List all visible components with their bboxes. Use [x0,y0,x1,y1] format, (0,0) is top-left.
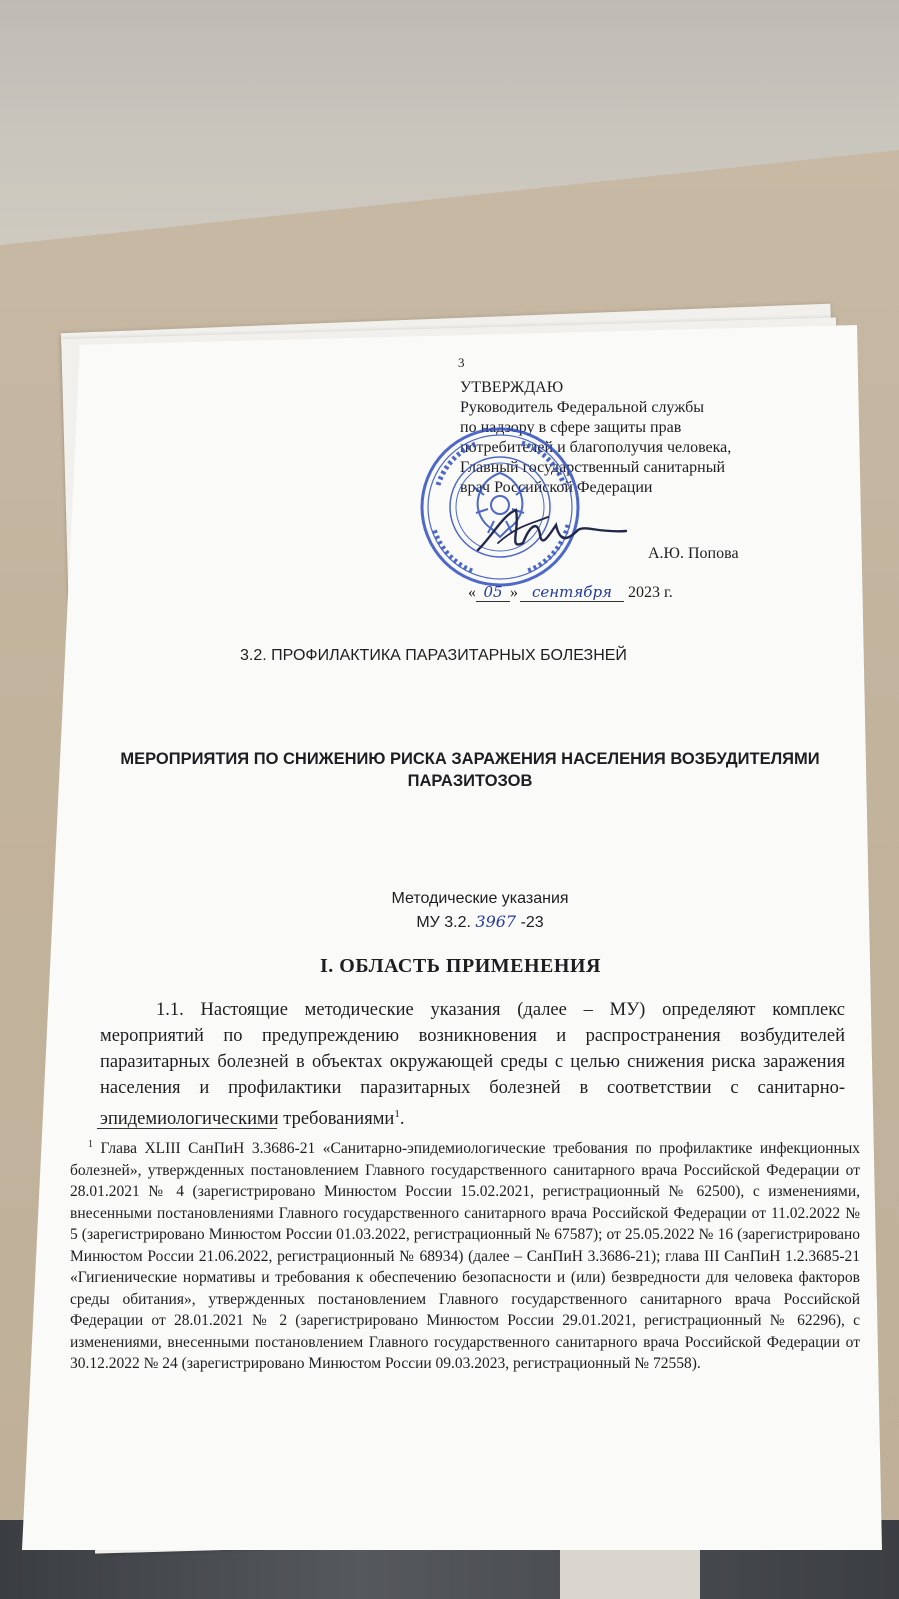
approval-line: потребителей и благополучия человека, [460,439,732,456]
chapter-heading: I. ОБЛАСТЬ ПРИМЕНЕНИЯ [320,955,601,977]
document-title: МЕРОПРИЯТИЯ ПО СНИЖЕНИЮ РИСКА ЗАРАЖЕНИЯ НАСЕЛЕНИЯ ВОЗБУДИТЕЛЯМИ ПАРАЗИТОЗОВ [120,750,820,790]
handwritten-signature [468,495,628,565]
footnote-marker: 1 [88,1139,93,1150]
document-type: Методические указания [391,890,569,907]
document-code-prefix: МУ 3.2. [416,914,471,931]
date-month: сентября [520,583,624,602]
date-close-quote: » [510,584,518,601]
date-open-quote: « [468,584,476,601]
body-paragraph: 1.1. Настоящие методические указания (далее – МУ) определяют комплекс мероприятий по предупреждению возникновения и распространения возбудителей паразитарных болезней в объектах окружающей среды с целью снижения риска заражения населения и профилактики паразитарных болезней в соответствии с санитарно-эпидемиологическими требованиями$^1$. [100,1000,845,1130]
footnote [70,1134,860,1375]
approval-line: УТВЕРЖДАЮ [460,379,564,396]
approval-date [468,583,673,602]
approval-line: Главный государственный санитарный [460,459,726,476]
footnote-reference: 1 [394,1108,400,1120]
footnote-text: Глава XLIII СанПиН 3.3686-21 «Санитарно-эпидемиологические требования по профилактике инфекционных болезней», утвержденных постановлением Главного государственного санитарного врача Российской Федерации от 28.01.2021 № 4 (зарегистрировано Минюстом России 15.02.2021, регистрационный № 62500), с изменениями, внесенными постановлениями Главного государственного санитарного врача Российской Федерации от 11.02.2022 № 5 (зарегистрировано Минюстом России 01.03.2022, регистрационный № 67587); от 25.05.2022 № 16 (зарегистрировано Минюстом России 21.06.2022, регистрационный № 68934) (далее – СанПиН 3.3686-21); глава III СанПиН 1.2.3685-21 «Гигиенические нормативы и требования к обеспечению безопасности и (или) безвредности для человека факторов среды обитания», утвержденных постановлением Главного государственного санитарного врача Российской Федерации от 28.01.2021 № 2 (зарегистрировано Минюстом России 29.01.2021, регистрационный № 62296), с изменениями, внесенными постановлением Главного государственного санитарного врача Российской Федерации от 30.12.2022 № 24 (зарегистрировано Минюстом России 09.03.2023, регистрационный № 72558). [70,1140,860,1373]
date-year: 2023 г. [628,584,673,601]
signer-name: А.Ю. Попова [648,545,739,562]
paragraph-text: 1.1. Настоящие методические указания (далее – МУ) определяют комплекс мероприятий по предупреждению возникновения и распространения возбудителей паразитарных болезней в объектах окружающей среды с целью снижения риска заражения населения и профилактики паразитарных болезней в соответствии с санитарно-эпидемиологическими требованиями [100,1000,845,1130]
section-title: 3.2. ПРОФИЛАКТИКА ПАРАЗИТАРНЫХ БОЛЕЗНЕЙ [240,647,627,664]
document-code-suffix: -23 [520,914,544,931]
approval-line: по надзору в сфере защиты прав [460,419,682,436]
page-number: 3 [458,355,465,370]
document-code-number: 3967 [475,912,517,931]
approval-line: врач Российской Федерации [460,479,653,496]
document-code [340,912,620,932]
footnote-divider [97,1128,277,1129]
approval-line: Руководитель Федеральной службы [460,399,704,416]
date-day: 05 [476,583,510,602]
